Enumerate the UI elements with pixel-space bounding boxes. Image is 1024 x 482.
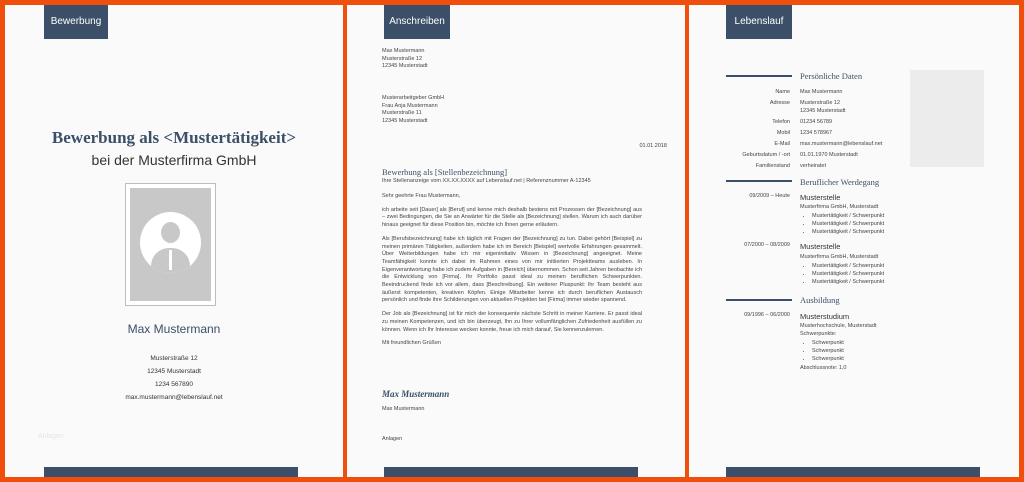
label: Name <box>775 89 790 95</box>
cv-tab: Lebenslauf <box>726 5 792 39</box>
letter-paragraph: Der Job als [Bezeichnung] ist für mich der konsequente nächste Schritt in meiner Karriere. Er passt ideal zu meinen Kompetenzen, und ich bin überzeugt, Ihn zu Ihrer vollumfänglichen Zufriedenheit ausfüllen zu können. Wenn ich Ihr Interesse wecken konnte, freue ich mich darauf, Sie kennenzulernen. <box>382 311 642 333</box>
list-item: • Schwerpunkt <box>812 355 844 363</box>
cover-contact <box>5 352 343 404</box>
value: verheiratet <box>800 163 826 169</box>
letter-paragraph: ich arbeite seit [Dauer] als [Beruf] und kenne mich deshalb bestens mit Prozessen der [Bezeichnung] aus – zwei Bedingungen, die Sie an Anwärter für die Stelle als [Bezeichnung] stellen. Warum ich auch darüber hinaus geeignet für diese Position bin, möchte ich Ihnen gerne erläutern. <box>382 206 642 229</box>
cover-faint-label: Anlagen <box>38 433 64 440</box>
label: Familienstand <box>755 163 790 169</box>
letter-attachments: Anlagen <box>382 436 403 442</box>
job-title: Musterstelle <box>800 242 841 251</box>
cover-name: Max Mustermann <box>127 322 221 336</box>
section-divider <box>726 180 792 182</box>
section-divider <box>726 299 792 301</box>
list-item: • Mustertätigkeit / Schwerpunkt <box>812 212 884 220</box>
label: Adresse <box>769 100 790 106</box>
list-item: • Mustertätigkeit / Schwerpunkt <box>812 228 884 236</box>
cover-phone: 1234 567890 <box>155 381 193 388</box>
sender-line: Musterstraße 12 <box>382 55 423 62</box>
list-item: • Schwerpunkt <box>812 339 844 347</box>
letter-signature: Max Mustermann <box>382 389 450 399</box>
value: Musterstraße 12 <box>800 100 841 106</box>
cv-photo-placeholder <box>910 70 984 167</box>
cover-city: 12345 Musterstadt <box>147 368 201 375</box>
letter-date: 01.01.2018 <box>639 143 667 149</box>
task-list <box>800 212 884 236</box>
focus-label: Schwerpunkte: <box>800 331 837 337</box>
period: 07/2000 – 08/2009 <box>744 242 790 248</box>
list-item: • Mustertätigkeit / Schwerpunkt <box>812 270 884 278</box>
school: Musterhochschule, Musterstadt <box>800 323 877 329</box>
label: Mobil <box>776 130 790 136</box>
value: 12345 Musterstadt <box>800 108 846 114</box>
section-title-education: Ausbildung <box>800 295 840 305</box>
list-item: • Mustertätigkeit / Schwerpunkt <box>812 220 884 228</box>
label: Telefon <box>772 119 790 125</box>
period: 09/1996 – 06/2000 <box>744 312 790 318</box>
sender-line: 12345 Musterstadt <box>382 63 428 70</box>
letter-paragraph: Als [Berufsbezeichnung] habe ich täglich mit Fragen der [Bezeichnung] zu tun. Dabei gehört [Beispiel] zu meinen primären Tätigkeiten, außerdem habe ich im Bereich [Beispiel] wertvolle Erfahrungen gesammelt. Über Weiterbildungen habe ich mir eigeninitiativ Wissen in [Bezeichnung] angeeignet. Meine Teamfähigkeit konnte ich dabei im Rahmen eines von mir initiierten Projektteams ausleben. In Eigenverantwortung habe ich zudem Aufgaben in [Bereich] übernommen. Schon seit Jahren beobachte ich die Entwicklung von [Firma]. Ihr Portfolio passt ideal zu meinen beruflichen Schwerpunkten. Beeindruckend finde ich vor allem, dass [Beschreibung]. Ein weiterer Pluspunkt: Ihr Team besteht aus äußerst kompetenten, kreativen Köpfen. Einige Mitarbeiter kenne ich durch beruflichen Austausch persönlich und finde ihre Schilderungen von aktuellen Projekten bei [Firma] immer wieder spannend. <box>382 235 642 304</box>
focus-list <box>800 339 844 363</box>
section-title-career: Beruflicher Werdegang <box>800 177 880 187</box>
cv-footer-bar <box>726 467 980 477</box>
cover-title: Bewerbung als <Mustertätigkeit> <box>51 128 297 147</box>
recipient-line: Frau Anja Mustermann <box>382 102 438 109</box>
cover-footer-bar <box>44 467 298 477</box>
recipient-line: Musterstraße 11 <box>382 110 422 117</box>
letter-subject: Bewerbung als [Stellenbezeichnung] <box>382 167 508 177</box>
cover-email: max.mustermann@lebenslauf.net <box>125 394 223 401</box>
grade: Abschlussnote: 1,0 <box>800 365 847 371</box>
value: Max Mustermann <box>800 89 843 95</box>
section-title-personal: Persönliche Daten <box>800 71 863 81</box>
letter-body <box>382 193 642 354</box>
cover-tab: Bewerbung <box>44 5 108 39</box>
letter-salutation: Sehr geehrte Frau Mustermann, <box>382 193 461 199</box>
period: 09/2009 – Heute <box>749 193 790 199</box>
value: 1234 578967 <box>800 130 833 136</box>
company: Musterfirma GmbH, Musterstadt <box>800 204 879 210</box>
letter-sign-name: Max Mustermann <box>382 406 425 412</box>
letter-recipient <box>382 95 532 126</box>
recipient-line: Musterarbeitgeber GmbH <box>382 95 445 101</box>
cover-subtitle: bei der Musterfirma GmbH <box>91 152 257 168</box>
cv-page <box>689 5 1019 477</box>
list-item: • Schwerpunkt <box>812 347 844 355</box>
letter-sender <box>382 48 532 71</box>
label: Geburtsdatum / -ort <box>742 152 790 158</box>
value: 01234 56789 <box>800 119 833 125</box>
section-divider <box>726 75 792 77</box>
cover-page <box>5 5 343 477</box>
task-list <box>800 262 884 286</box>
sender-line: Max Mustermann <box>382 48 425 54</box>
letter-page <box>347 5 685 477</box>
label: E-Mail <box>774 141 790 147</box>
company: Musterfirma GmbH, Musterstadt <box>800 254 879 260</box>
value: max.mustermann@lebenslauf.net <box>800 141 883 147</box>
degree: Musterstudium <box>800 312 850 321</box>
letter-footer-bar <box>384 467 638 477</box>
list-item: • Mustertätigkeit / Schwerpunkt <box>812 262 884 270</box>
recipient-line: 12345 Musterstadt <box>382 118 428 125</box>
letter-reference: Ihre Stellenanzeige vom XX.XX.XXXX auf Lebenslauf.net | Referenznummer A-12345 <box>382 178 591 184</box>
photo-placeholder <box>125 183 216 306</box>
cover-street: Musterstraße 12 <box>150 355 198 362</box>
letter-tab: Anschreiben <box>384 5 450 39</box>
job-title: Musterstelle <box>800 193 841 202</box>
list-item: • Mustertätigkeit / Schwerpunkt <box>812 278 884 286</box>
value: 01.01.1970 Musterstadt <box>800 152 858 158</box>
avatar-icon <box>140 212 201 273</box>
letter-closing: Mit freundlichen Grüßen <box>382 340 441 347</box>
